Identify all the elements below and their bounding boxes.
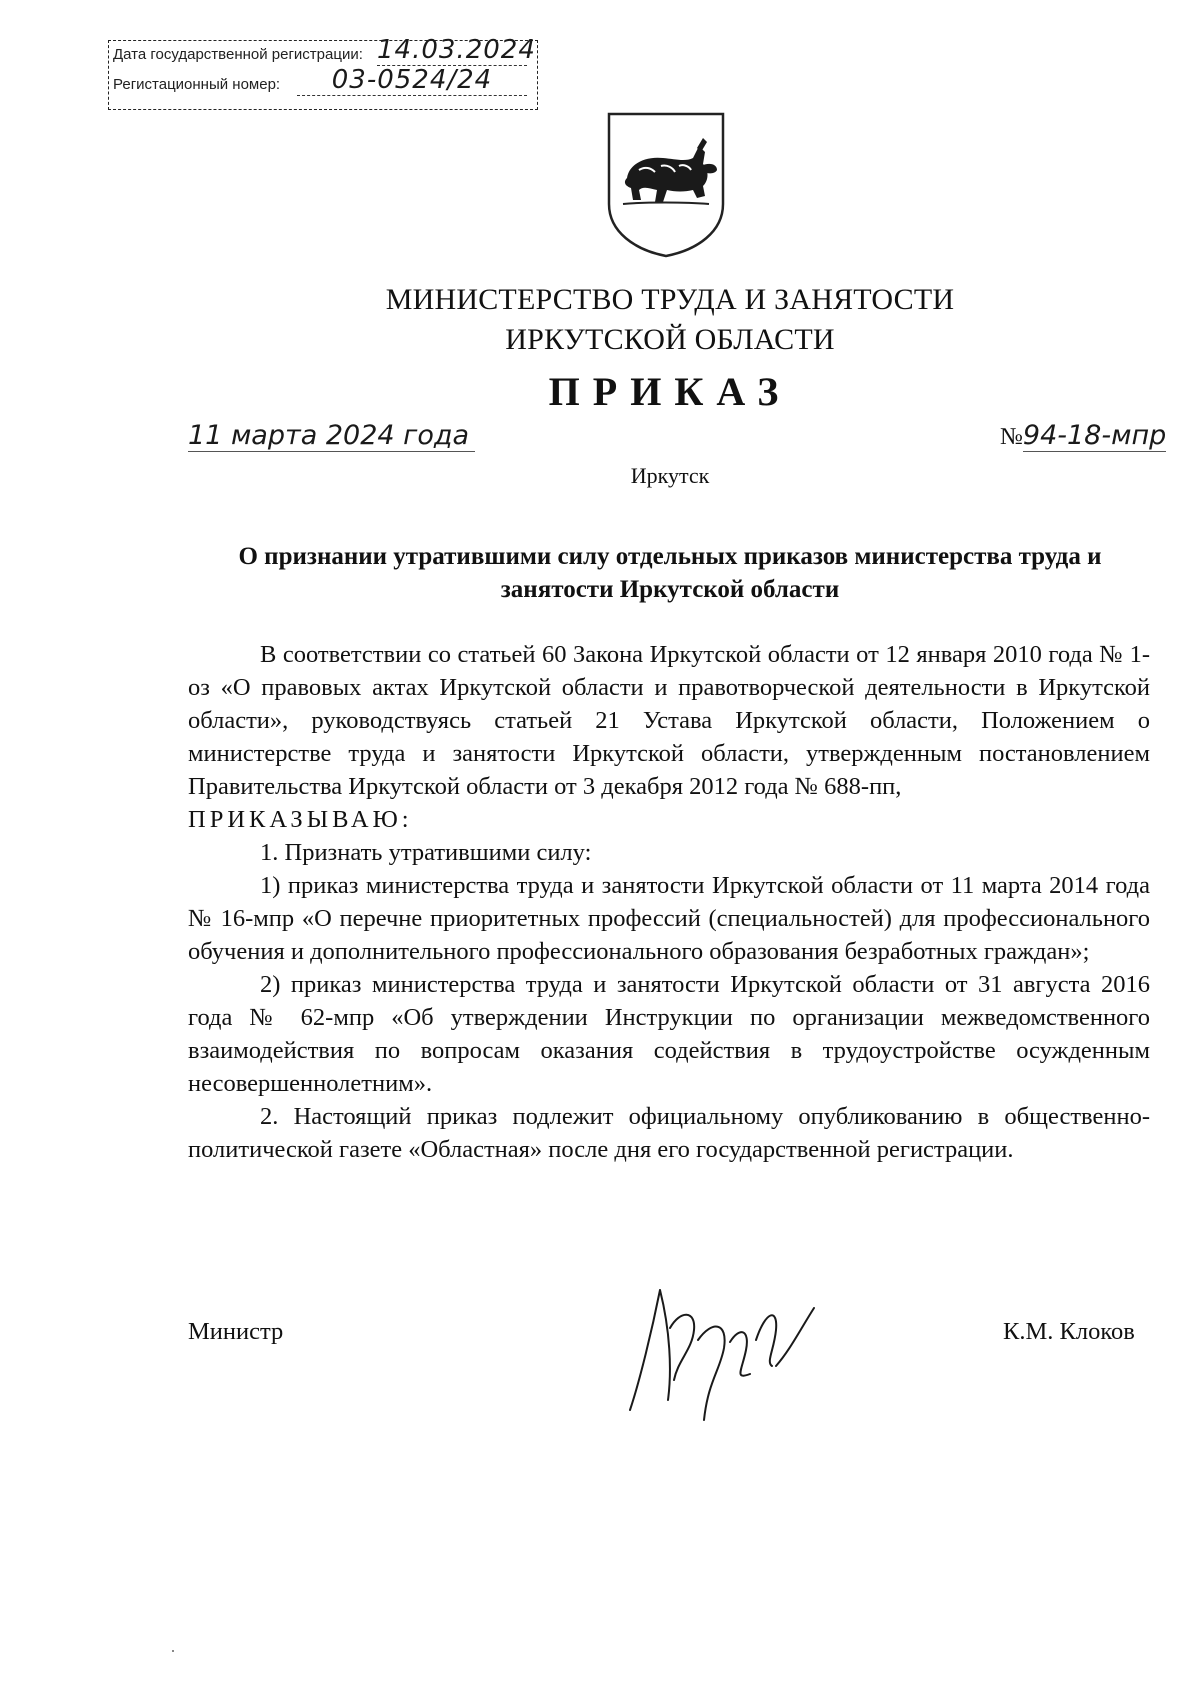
document-type-title: ПРИКАЗ (548, 369, 792, 414)
ministry-name-line1: МИНИСТЕРСТВО ТРУДА И ЗАНЯТОСТИ (385, 283, 955, 316)
order-body (188, 638, 1150, 1166)
order-number-field (1000, 420, 1166, 451)
number-sign: № (1000, 424, 1023, 450)
registration-date-label: Дата государственной регистрации: (113, 46, 363, 63)
registration-number-label: Регистационный номер: (113, 76, 281, 93)
order-word: ПРИКАЗЫВАЮ: (188, 806, 413, 833)
item-1: 1. Признать утратившими силу: (260, 839, 592, 866)
item-1-1: 1) приказ министерства труда и занятости Иркутской области от 11 марта 2014 года № 16-мпр «О перечне приоритетных профессий (специальностей) для профессионального обучения и дополнительного профессионального образования безработных граждан»; (188, 872, 1150, 965)
city-name: Иркутск (630, 463, 710, 488)
registration-date-value: 14.03.2024 (377, 35, 536, 65)
order-subject: О признании утратившими силу отдельных приказов министерства труда и занятости Иркутской области (238, 543, 1102, 603)
scan-speck (172, 1650, 174, 1652)
signatory-position: Министр (188, 1318, 284, 1345)
order-date: 11 марта 2024 года (188, 420, 475, 452)
order-number: 94-18-мпр (1022, 420, 1167, 451)
registration-stamp (108, 35, 538, 110)
preamble-paragraph: В соответствии со статьей 60 Закона Иркутской области от 12 января 2010 года № 1-оз «О правовых актах Иркутской области и правотворческой деятельности в Иркутской области», руководствуясь статьей 21 Устава Иркутской области, Положением о министерстве труда и занятости Иркутской области, утвержденным постановлением Правительства Иркутской области от 3 декабря 2012 года № 688-пп, (188, 641, 1150, 800)
registration-number-value: 03-0524/24 (297, 65, 527, 96)
registration-number-row (113, 76, 280, 93)
item-1-2: 2) приказ министерства труда и занятости Иркутской области от 31 августа 2016 года № 62-мпр «Об утверждении Инструкции по организации межведомственного взаимодействия по вопросам оказания содействия в трудоустройстве осужденным несовершеннолетним». (188, 971, 1150, 1097)
registration-date-row (113, 46, 363, 63)
signatory-name: К.М. Клоков (1003, 1318, 1135, 1345)
coat-of-arms-icon (605, 112, 727, 258)
ministry-name-line2: ИРКУТСКОЙ ОБЛАСТИ (505, 323, 835, 356)
handwritten-signature (600, 1270, 860, 1440)
item-2: 2. Настоящий приказ подлежит официальному опубликованию в общественно-политической газете «Областная» после дня его государственной регистрации. (188, 1103, 1150, 1163)
